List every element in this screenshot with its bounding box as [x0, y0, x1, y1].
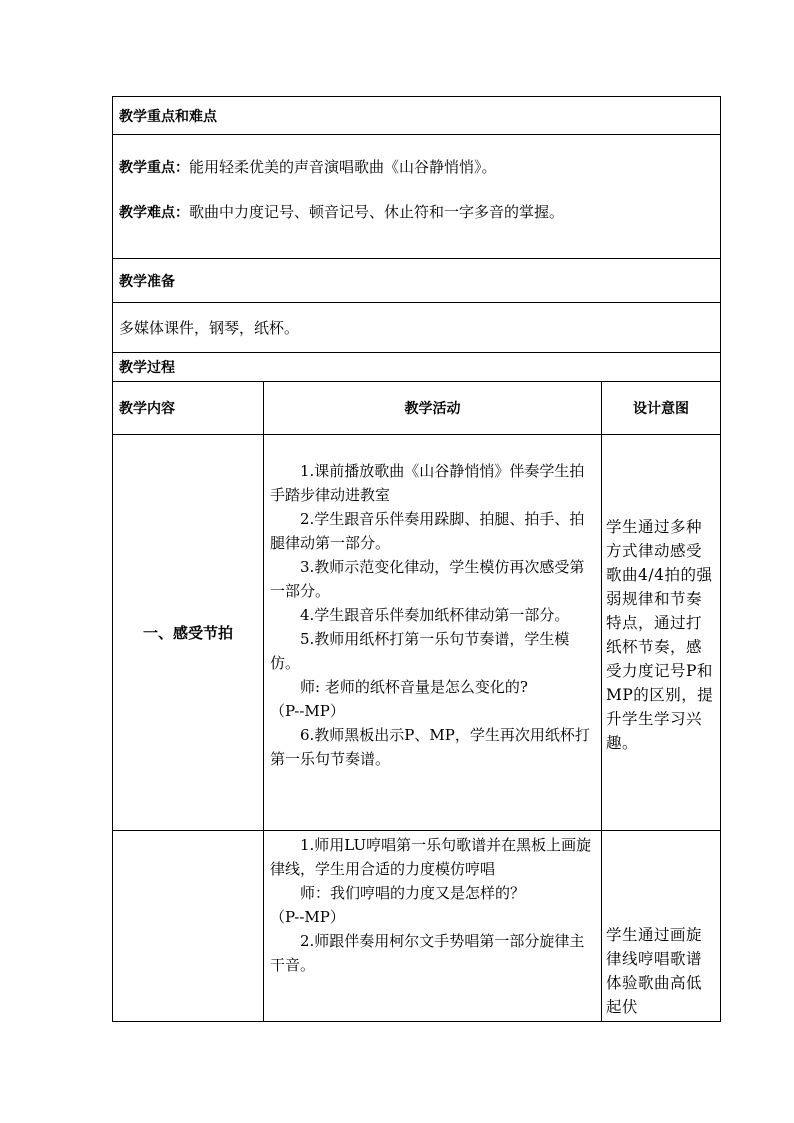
- activity-line: 6.教师黑板出示P、MP，学生再次用纸杯打第一乐句节奏谱。: [270, 726, 590, 768]
- key-point-line: [119, 155, 714, 180]
- focus-section-title: 教学重点和难点: [113, 97, 721, 135]
- difficulty-line: [119, 200, 714, 225]
- activity-line: 2.师跟伴奏用柯尔文手势唱第一部分旋律主干音。: [270, 932, 585, 974]
- col-header-content: 教学内容: [113, 382, 264, 435]
- difficulty-text: 歌曲中力度记号、顿音记号、休止符和一字多音的掌握。: [189, 203, 565, 221]
- key-point-label: 教学重点：: [119, 160, 189, 176]
- row1-content: 一、感受节拍: [113, 435, 264, 831]
- activity-line: 4.学生跟音乐伴奏加纸杯律动第一部分。: [300, 606, 570, 624]
- activity-line: 2.学生跟音乐伴奏用跺脚、拍腿、拍手、拍腿律动第一部分。: [270, 510, 585, 552]
- activity-line: 1.师用LU哼唱第一乐句歌谱并在黑板上画旋律线，学生用合适的力度模仿哼唱: [270, 836, 592, 878]
- row2-content: [113, 831, 264, 1022]
- lesson-plan-document: [112, 96, 720, 1022]
- col-header-intent: 设计意图: [602, 382, 721, 435]
- activity-line: （P--MP）: [270, 908, 345, 926]
- key-point-text: 能用轻柔优美的声音演唱歌曲《山谷静悄悄》。: [189, 158, 497, 176]
- row1-intent: 学生通过多种方式律动感受歌曲4/4拍的强弱规律和节奏特点，通过打纸杯节奏，感受力度记号P和MP的区别，提升学生学习兴趣。: [602, 435, 721, 831]
- activity-line: 师: 老师的纸杯音量是怎么变化的?: [300, 678, 528, 696]
- prep-section-title: 教学准备: [113, 259, 721, 303]
- focus-section-body: [113, 135, 721, 259]
- activity-line: 3.教师示范变化律动，学生模仿再次感受第一部分。: [270, 558, 585, 600]
- lesson-plan-table: [112, 96, 721, 1022]
- row2-intent: 学生通过画旋律线哼唱歌谱体验歌曲高低起伏: [602, 831, 721, 1022]
- prep-section-text: 多媒体课件，钢琴，纸杯。: [113, 303, 721, 353]
- row2-activities: [264, 831, 602, 1022]
- activity-line: 1.课前播放歌曲《山谷静悄悄》伴奏学生拍手踏步律动进教室: [270, 462, 585, 504]
- process-section-title: 教学过程: [113, 353, 721, 382]
- col-header-activity: 教学活动: [264, 382, 602, 435]
- activity-line: 师：我们哼唱的力度又是怎样的？: [300, 884, 526, 902]
- row1-activities: [264, 435, 602, 831]
- difficulty-label: 教学难点：: [119, 205, 189, 221]
- activity-line: 5.教师用纸杯打第一乐句节奏谱，学生模仿。: [270, 630, 570, 672]
- activity-line: （P--MP）: [270, 702, 345, 720]
